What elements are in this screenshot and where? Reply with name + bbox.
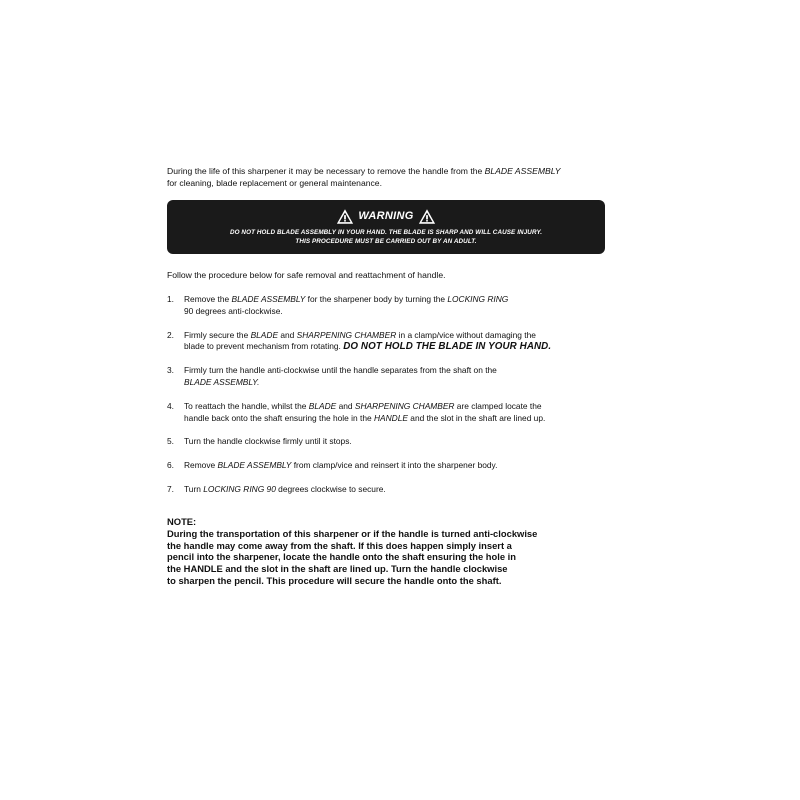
procedure-steps: [167, 294, 607, 496]
intro-text: During the life of this sharpener it may be necessary to remove the handle from the: [167, 166, 485, 176]
step-number: 7.: [167, 483, 174, 494]
note-body: [167, 528, 607, 587]
step-text: Turn LOCKING RING 90 degrees clockwise to secure.: [184, 483, 386, 494]
intro-paragraph: [167, 166, 607, 189]
instruction-document: [167, 166, 607, 587]
step-item: [167, 436, 607, 448]
intro-emphasis: BLADE ASSEMBLY: [484, 166, 561, 176]
step-text: Remove the BLADE ASSEMBLY for the sharpener body by turning the LOCKING RING 90 degrees anti-clockwise.: [184, 294, 509, 316]
step-item: [167, 460, 607, 472]
note-line: During the transportation of this sharpener or if the handle is turned anti-clockwise: [167, 527, 538, 539]
step-item: [167, 294, 607, 318]
step-text: Turn the handle clockwise firmly until it stops.: [184, 436, 352, 447]
note-title: NOTE:: [167, 515, 197, 527]
warning-box: [167, 200, 605, 254]
step-number: 4.: [167, 400, 174, 411]
step-number: 2.: [167, 329, 174, 340]
step-item: [167, 365, 607, 389]
note-line: to sharpen the pencil. This procedure will secure the handle onto the shaft.: [167, 574, 502, 586]
warning-line-1: DO NOT HOLD BLADE ASSEMBLY IN YOUR HAND. THE BLADE IS SHARP AND WILL CAUSE INJURY.: [229, 228, 543, 236]
step-item: [167, 484, 607, 496]
step-number: 3.: [167, 365, 174, 376]
warning-triangle-icon: [336, 208, 354, 225]
intro-text-2: for cleaning, blade replacement or general maintenance.: [167, 177, 382, 188]
step-item: [167, 330, 607, 354]
note-line: the HANDLE and the slot in the shaft are lined up. Turn the handle clockwise: [167, 563, 508, 575]
warning-line-2: THIS PROCEDURE MUST BE CARRIED OUT BY AN ADULT.: [295, 237, 477, 245]
step-text: Firmly secure the BLADE and SHARPENING CHAMBER in a clamp/vice without damaging the blade to prevent mechanism from rotating. DO NOT HOLD THE BLADE IN YOUR HAND.: [184, 329, 552, 353]
step-text: To reattach the handle, whilst the BLADE and SHARPENING CHAMBER are clamped locate the handle back onto the shaft ensuring the hole in the HANDLE and the slot in the shaft are lined up.: [184, 400, 546, 423]
warning-title: WARNING: [358, 210, 414, 223]
step-text: Firmly turn the handle anti-clockwise until the handle separates from the shaft on the BLADE ASSEMBLY.: [184, 365, 497, 387]
step-number: 6.: [167, 460, 174, 471]
note-line: pencil into the sharpener, locate the handle onto the shaft ensuring the hole in: [167, 551, 516, 563]
warning-header: [336, 208, 435, 225]
procedure-intro: Follow the procedure below for safe removal and reattachment of handle.: [167, 270, 446, 280]
note-line: the handle may come away from the shaft. If this does happen simply insert a: [167, 539, 512, 551]
step-item: [167, 401, 607, 425]
step-number: 1.: [167, 294, 174, 304]
warning-triangle-icon: [418, 208, 436, 225]
step-text: Remove BLADE ASSEMBLY from clamp/vice and reinsert it into the sharpener body.: [184, 460, 498, 471]
step-number: 5.: [167, 436, 174, 447]
